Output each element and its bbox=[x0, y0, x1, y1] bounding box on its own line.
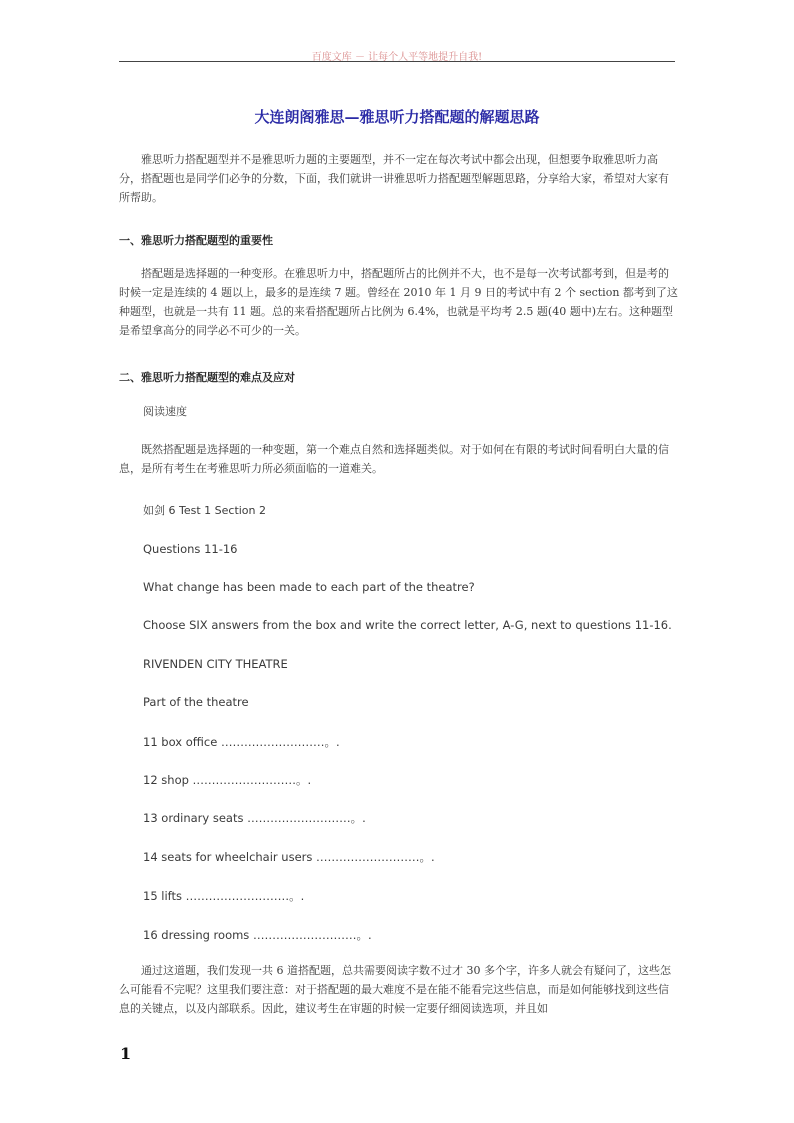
theatre-name: RIVENDEN CITY THEATRE bbox=[143, 657, 288, 671]
section2-heading: 二、雅思听力搭配题型的难点及应对 bbox=[119, 371, 295, 384]
intro-text: 雅思听力搭配题型并不是雅思听力题的主要题型，并不一定在每次考试中都会出现，但想要争取雅思听力高分，搭配题也是同学们必争的分数，下面，我们就讲一讲雅思听力搭配题型解题思路，分享给大家，希望对大家有所帮助。 bbox=[119, 153, 669, 204]
section2-subheading: 阅读速度 bbox=[143, 405, 187, 418]
document-title: 大连朗阁雅思—雅思听力搭配题的解题思路 bbox=[254, 108, 540, 126]
question-item: 14 seats for wheelchair users ………………………。. bbox=[143, 850, 435, 864]
question-item: 12 shop ………………………。. bbox=[143, 773, 312, 787]
section2-paragraph bbox=[119, 440, 679, 478]
header-divider bbox=[119, 61, 675, 62]
section1-paragraph bbox=[119, 264, 679, 340]
header-text: 百度文库 － 让每个人平等地提升自我! bbox=[311, 52, 483, 63]
example-questions: Questions 11-16 bbox=[143, 542, 238, 556]
intro-paragraph bbox=[119, 150, 679, 207]
example-prompt: What change has been made to each part of the theatre? bbox=[143, 580, 475, 594]
question-item: 16 dressing rooms ………………………。. bbox=[143, 928, 372, 942]
section2-text: 既然搭配题是选择题的一种变题，第一个难点自然和选择题类似。对于如何在有限的考试时间看明白大量的信息，是所有考生在考雅思听力所必须面临的一道难关。 bbox=[119, 443, 669, 475]
question-item: 11 box office ………………………。. bbox=[143, 735, 340, 749]
example-source: 如剑 6 Test 1 Section 2 bbox=[143, 504, 267, 517]
closing-text: 通过这道题，我们发现一共 6 道搭配题，总共需要阅读字数不过才 30 多个字，许多人就会有疑问了，这些怎么可能看不完呢？这里我们要注意：对于搭配题的最大难度不是在能不能看完这些信息，而是如何能够找到这些信息的关键点，以及内部联系。因此，建议考生在审题的时候一定要仔细阅读选项，并且如 bbox=[119, 964, 671, 1015]
question-item: 15 lifts ………………………。. bbox=[143, 889, 305, 903]
section1-heading: 一、雅思听力搭配题型的重要性 bbox=[119, 234, 273, 247]
question-item: 13 ordinary seats ………………………。. bbox=[143, 811, 366, 825]
example-instruction: Choose SIX answers from the box and write the correct letter, A-G, next to questions 11-16. bbox=[143, 618, 672, 632]
part-label: Part of the theatre bbox=[143, 695, 249, 709]
closing-paragraph bbox=[119, 961, 679, 1018]
page-number: 1 bbox=[120, 1044, 132, 1063]
section1-text: 搭配题是选择题的一种变形。在雅思听力中，搭配题所占的比例并不大，也不是每一次考试都考到，但是考的时候一定是连续的 4 题以上，最多的是连续 7 题。曾经在 2010 年 1 月 9 日的考试中有 2 个 section 都考到了这种题型，也就是一共有 11 题。总的来看搭配题所占比例为 6.4%，也就是平均考 2.5 题(40 题中)左右。这种题型是希望拿高分的同学必不可少的一关。 bbox=[119, 267, 678, 337]
